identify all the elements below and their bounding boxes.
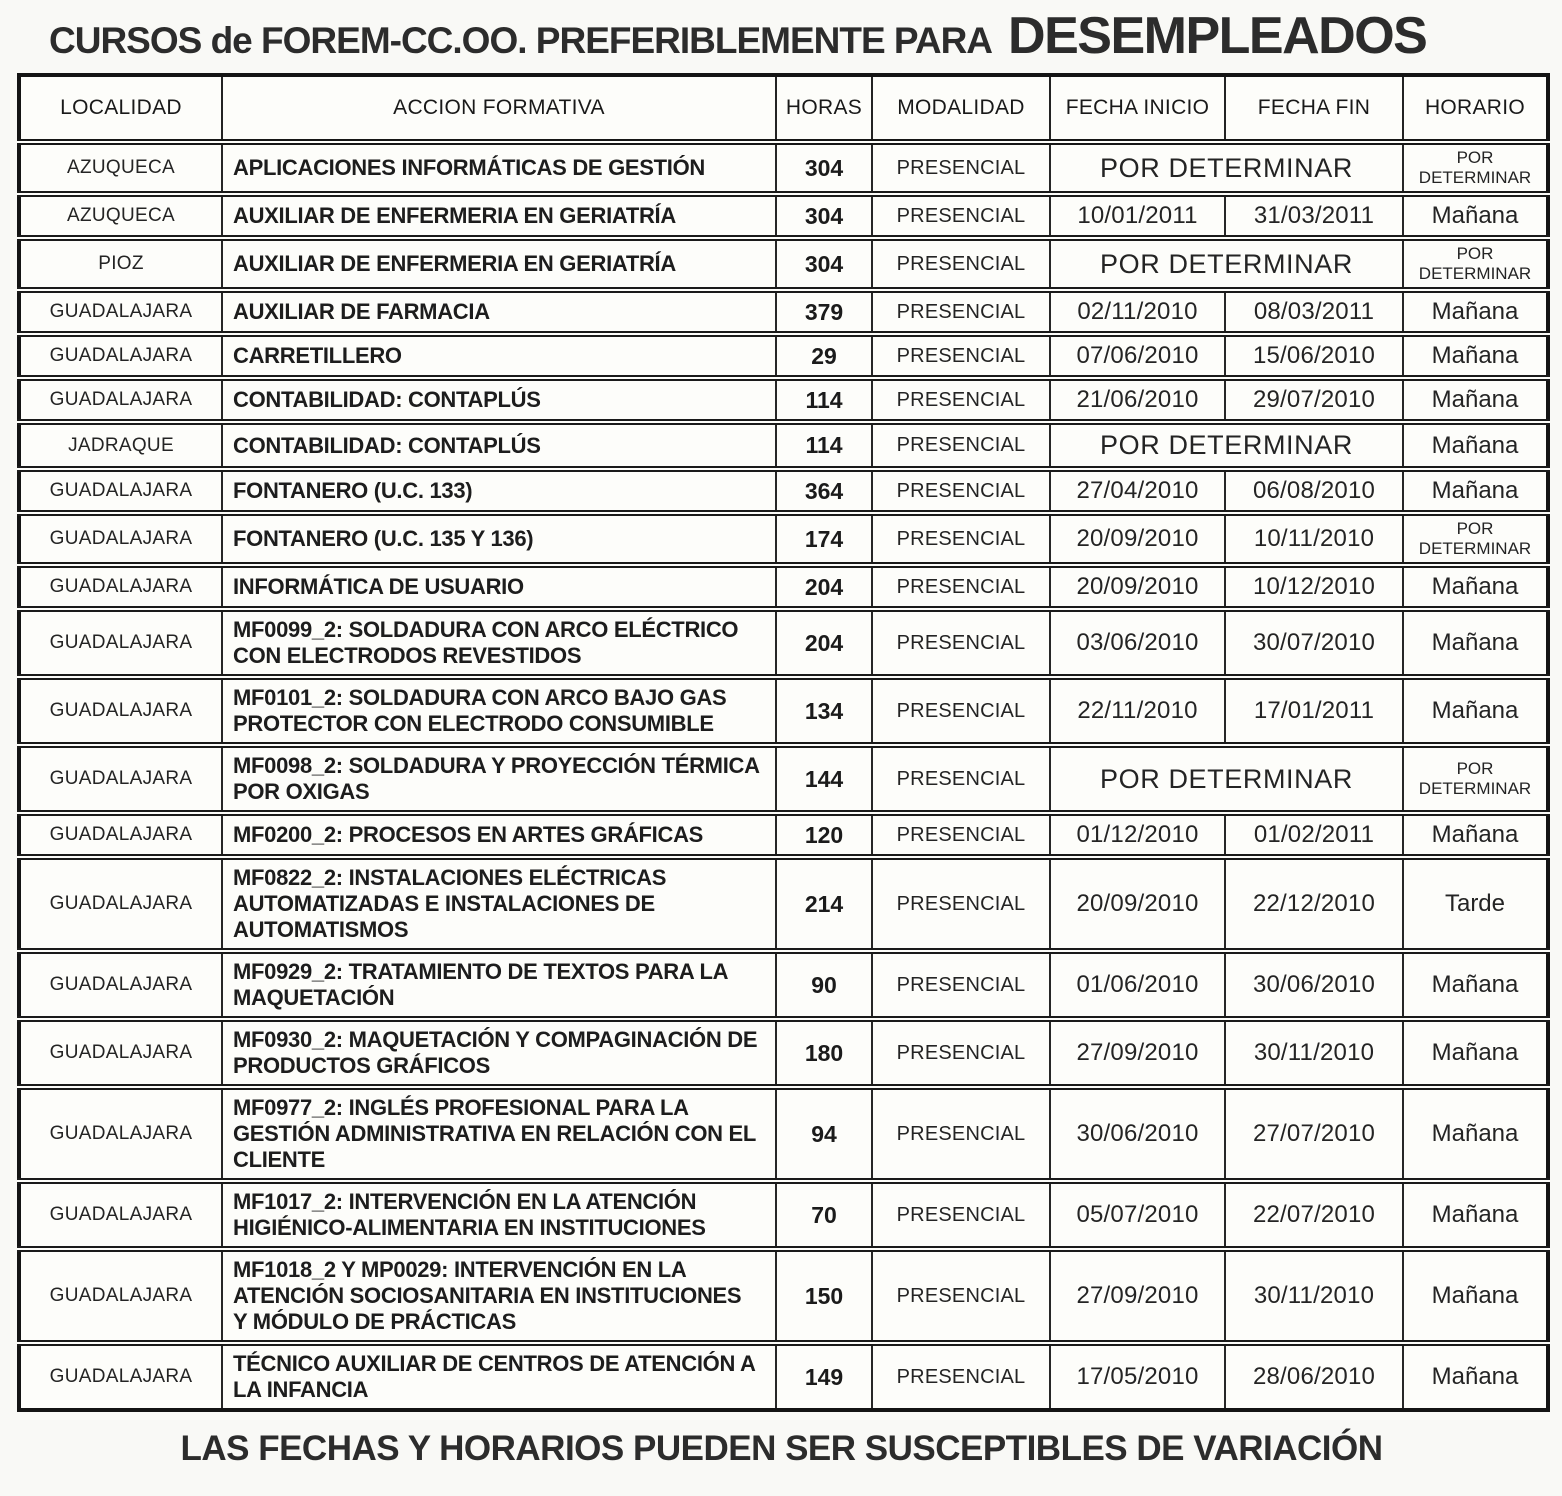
cell-modalidad: PRESENCIAL [872, 565, 1050, 609]
cell-horas: 144 [776, 745, 872, 813]
cell-accion-formativa: MF0101_2: SOLDADURA CON ARCO BAJO GAS PROTECTOR CON ELECTRODO CONSUMIBLE [222, 677, 776, 745]
table-row [19, 422, 1548, 469]
cell-horario: Mañana [1403, 1249, 1548, 1343]
cell-localidad: GUADALAJARA [19, 1249, 222, 1343]
cell-horario: Mañana [1403, 609, 1548, 677]
cell-accion-formativa: FONTANERO (U.C. 135 Y 136) [222, 513, 776, 565]
cell-horario: POR DETERMINAR [1403, 238, 1548, 290]
cell-fecha-fin: 15/06/2010 [1225, 334, 1403, 378]
col-header-horario: HORARIO [1403, 75, 1548, 142]
cell-modalidad: PRESENCIAL [872, 469, 1050, 513]
cell-fecha-inicio: 01/06/2010 [1050, 951, 1225, 1019]
table-row [19, 1087, 1548, 1181]
cell-fecha-inicio: 10/01/2011 [1050, 194, 1225, 238]
cell-horas: 304 [776, 194, 872, 238]
cell-modalidad: PRESENCIAL [872, 951, 1050, 1019]
cell-modalidad: PRESENCIAL [872, 238, 1050, 290]
cell-accion-formativa: CONTABILIDAD: CONTAPLÚS [222, 378, 776, 422]
cell-modalidad: PRESENCIAL [872, 813, 1050, 857]
cell-horas: 114 [776, 422, 872, 469]
table-row [19, 513, 1548, 565]
cell-fecha-inicio: 30/06/2010 [1050, 1087, 1225, 1181]
cell-fechas-por-determinar: POR DETERMINAR [1050, 422, 1403, 469]
cell-horario: Mañana [1403, 565, 1548, 609]
cell-accion-formativa: INFORMÁTICA DE USUARIO [222, 565, 776, 609]
cell-fecha-fin: 17/01/2011 [1225, 677, 1403, 745]
cell-horario: Mañana [1403, 1343, 1548, 1410]
cell-accion-formativa: MF0200_2: PROCESOS EN ARTES GRÁFICAS [222, 813, 776, 857]
cell-accion-formativa: MF0099_2: SOLDADURA CON ARCO ELÉCTRICO CON ELECTRODOS REVESTIDOS [222, 609, 776, 677]
cell-fechas-por-determinar: POR DETERMINAR [1050, 238, 1403, 290]
cell-accion-formativa: AUXILIAR DE ENFERMERIA EN GERIATRÍA [222, 238, 776, 290]
table-header-row [19, 75, 1548, 142]
cell-fecha-fin: 10/11/2010 [1225, 513, 1403, 565]
cell-fecha-fin: 30/11/2010 [1225, 1019, 1403, 1087]
cell-horario: Mañana [1403, 194, 1548, 238]
cell-fecha-fin: 29/07/2010 [1225, 378, 1403, 422]
cell-horario: POR DETERMINAR [1403, 142, 1548, 194]
cell-localidad: GUADALAJARA [19, 334, 222, 378]
cell-modalidad: PRESENCIAL [872, 334, 1050, 378]
cell-accion-formativa: MF0930_2: MAQUETACIÓN Y COMPAGINACIÓN DE PRODUCTOS GRÁFICOS [222, 1019, 776, 1087]
cell-localidad: GUADALAJARA [19, 1019, 222, 1087]
cell-horario: Mañana [1403, 290, 1548, 334]
document-title [17, 4, 1546, 73]
cell-modalidad: PRESENCIAL [872, 1249, 1050, 1343]
col-header-fecha-fin: FECHA FIN [1225, 75, 1403, 142]
col-header-localidad: LOCALIDAD [19, 75, 222, 142]
cell-fechas-por-determinar: POR DETERMINAR [1050, 745, 1403, 813]
cell-modalidad: PRESENCIAL [872, 142, 1050, 194]
cell-fecha-inicio: 20/09/2010 [1050, 857, 1225, 951]
cell-accion-formativa: MF0822_2: INSTALACIONES ELÉCTRICAS AUTOMATIZADAS E INSTALACIONES DE AUTOMATISMOS [222, 857, 776, 951]
cell-modalidad: PRESENCIAL [872, 677, 1050, 745]
cell-modalidad: PRESENCIAL [872, 745, 1050, 813]
col-header-modalidad: MODALIDAD [872, 75, 1050, 142]
table-row [19, 745, 1548, 813]
cell-horario: Mañana [1403, 813, 1548, 857]
table-row [19, 677, 1548, 745]
cell-localidad: GUADALAJARA [19, 290, 222, 334]
cell-fechas-por-determinar: POR DETERMINAR [1050, 142, 1403, 194]
table-row [19, 857, 1548, 951]
cell-horario: Mañana [1403, 951, 1548, 1019]
cell-fecha-inicio: 03/06/2010 [1050, 609, 1225, 677]
cell-horas: 204 [776, 609, 872, 677]
cell-localidad: AZUQUECA [19, 194, 222, 238]
cell-horas: 304 [776, 238, 872, 290]
cell-localidad: GUADALAJARA [19, 565, 222, 609]
cell-fecha-fin: 22/07/2010 [1225, 1181, 1403, 1249]
cell-accion-formativa: APLICACIONES INFORMÁTICAS DE GESTIÓN [222, 142, 776, 194]
table-row [19, 1019, 1548, 1087]
cell-accion-formativa: AUXILIAR DE FARMACIA [222, 290, 776, 334]
table-row [19, 238, 1548, 290]
cell-fecha-inicio: 02/11/2010 [1050, 290, 1225, 334]
cell-localidad: GUADALAJARA [19, 469, 222, 513]
cell-localidad: GUADALAJARA [19, 1087, 222, 1181]
cell-fecha-fin: 28/06/2010 [1225, 1343, 1403, 1410]
cell-localidad: AZUQUECA [19, 142, 222, 194]
cell-accion-formativa: MF1018_2 Y MP0029: INTERVENCIÓN EN LA ATENCIÓN SOCIOSANITARIA EN INSTITUCIONES Y MÓDULO DE PRÁCTICAS [222, 1249, 776, 1343]
cell-fecha-inicio: 27/09/2010 [1050, 1019, 1225, 1087]
cell-modalidad: PRESENCIAL [872, 609, 1050, 677]
cell-fecha-inicio: 01/12/2010 [1050, 813, 1225, 857]
cell-fecha-inicio: 27/04/2010 [1050, 469, 1225, 513]
title-main-text: CURSOS de FOREM-CC.OO. PREFERIBLEMENTE PARA [49, 20, 993, 61]
cell-horas: 174 [776, 513, 872, 565]
table-body [19, 142, 1548, 1410]
table-row [19, 194, 1548, 238]
cell-fecha-fin: 06/08/2010 [1225, 469, 1403, 513]
cell-horas: 120 [776, 813, 872, 857]
cell-horario: Tarde [1403, 857, 1548, 951]
cell-horas: 204 [776, 565, 872, 609]
table-row [19, 1181, 1548, 1249]
cell-modalidad: PRESENCIAL [872, 290, 1050, 334]
cell-fecha-fin: 08/03/2011 [1225, 290, 1403, 334]
cell-fecha-inicio: 20/09/2010 [1050, 565, 1225, 609]
cell-accion-formativa: CONTABILIDAD: CONTAPLÚS [222, 422, 776, 469]
footer-note: LAS FECHAS Y HORARIOS PUEDEN SER SUSCEPTIBLES DE VARIACIÓN [180, 1429, 1383, 1468]
cell-horas: 150 [776, 1249, 872, 1343]
cell-horas: 29 [776, 334, 872, 378]
cell-fecha-fin: 01/02/2011 [1225, 813, 1403, 857]
table-row [19, 142, 1548, 194]
cell-accion-formativa: TÉCNICO AUXILIAR DE CENTROS DE ATENCIÓN A LA INFANCIA [222, 1343, 776, 1410]
table-row [19, 1343, 1548, 1410]
cell-fecha-inicio: 07/06/2010 [1050, 334, 1225, 378]
cell-localidad: GUADALAJARA [19, 857, 222, 951]
cell-fecha-inicio: 22/11/2010 [1050, 677, 1225, 745]
cell-fecha-fin: 30/07/2010 [1225, 609, 1403, 677]
cell-horas: 134 [776, 677, 872, 745]
cell-modalidad: PRESENCIAL [872, 857, 1050, 951]
cell-localidad: JADRAQUE [19, 422, 222, 469]
cell-modalidad: PRESENCIAL [872, 422, 1050, 469]
cell-horario: Mañana [1403, 469, 1548, 513]
cell-horas: 364 [776, 469, 872, 513]
cell-accion-formativa: MF1017_2: INTERVENCIÓN EN LA ATENCIÓN HIGIÉNICO-ALIMENTARIA EN INSTITUCIONES [222, 1181, 776, 1249]
cell-horas: 180 [776, 1019, 872, 1087]
cell-fecha-inicio: 20/09/2010 [1050, 513, 1225, 565]
cell-horas: 70 [776, 1181, 872, 1249]
cell-fecha-fin: 27/07/2010 [1225, 1087, 1403, 1181]
col-header-accion: ACCION FORMATIVA [222, 75, 776, 142]
cell-horas: 90 [776, 951, 872, 1019]
cell-fecha-fin: 22/12/2010 [1225, 857, 1403, 951]
table-row [19, 951, 1548, 1019]
cell-modalidad: PRESENCIAL [872, 513, 1050, 565]
table-row [19, 378, 1548, 422]
cell-horario: POR DETERMINAR [1403, 745, 1548, 813]
cell-horario: Mañana [1403, 378, 1548, 422]
table-row [19, 469, 1548, 513]
cell-modalidad: PRESENCIAL [872, 378, 1050, 422]
cell-localidad: PIOZ [19, 238, 222, 290]
table-row [19, 813, 1548, 857]
cell-horario: Mañana [1403, 422, 1548, 469]
cell-localidad: GUADALAJARA [19, 609, 222, 677]
cell-accion-formativa: MF0929_2: TRATAMIENTO DE TEXTOS PARA LA MAQUETACIÓN [222, 951, 776, 1019]
cell-modalidad: PRESENCIAL [872, 1181, 1050, 1249]
cell-horas: 114 [776, 378, 872, 422]
table-row [19, 334, 1548, 378]
cell-modalidad: PRESENCIAL [872, 1087, 1050, 1181]
cell-accion-formativa: MF0977_2: INGLÉS PROFESIONAL PARA LA GESTIÓN ADMINISTRATIVA EN RELACIÓN CON EL CLIENTE [222, 1087, 776, 1181]
title-emphasis-text: DESEMPLEADOS [1008, 7, 1427, 65]
cell-modalidad: PRESENCIAL [872, 1343, 1050, 1410]
cell-localidad: GUADALAJARA [19, 513, 222, 565]
cell-horas: 149 [776, 1343, 872, 1410]
courses-table [17, 73, 1550, 1412]
cell-localidad: GUADALAJARA [19, 1181, 222, 1249]
cell-fecha-inicio: 21/06/2010 [1050, 378, 1225, 422]
col-header-horas: HORAS [776, 75, 872, 142]
cell-horas: 94 [776, 1087, 872, 1181]
cell-accion-formativa: AUXILIAR DE ENFERMERIA EN GERIATRÍA [222, 194, 776, 238]
cell-modalidad: PRESENCIAL [872, 194, 1050, 238]
table-row [19, 609, 1548, 677]
cell-accion-formativa: FONTANERO (U.C. 133) [222, 469, 776, 513]
cell-localidad: GUADALAJARA [19, 813, 222, 857]
table-row [19, 1249, 1548, 1343]
cell-accion-formativa: CARRETILLERO [222, 334, 776, 378]
cell-horario: Mañana [1403, 1181, 1548, 1249]
cell-localidad: GUADALAJARA [19, 1343, 222, 1410]
cell-fecha-fin: 30/06/2010 [1225, 951, 1403, 1019]
cell-fecha-fin: 10/12/2010 [1225, 565, 1403, 609]
col-header-fecha-inicio: FECHA INICIO [1050, 75, 1225, 142]
cell-localidad: GUADALAJARA [19, 745, 222, 813]
table-row [19, 290, 1548, 334]
cell-horario: Mañana [1403, 334, 1548, 378]
cell-fecha-inicio: 17/05/2010 [1050, 1343, 1225, 1410]
cell-horas: 304 [776, 142, 872, 194]
cell-horario: Mañana [1403, 677, 1548, 745]
cell-horario: POR DETERMINAR [1403, 513, 1548, 565]
cell-fecha-inicio: 27/09/2010 [1050, 1249, 1225, 1343]
cell-accion-formativa: MF0098_2: SOLDADURA Y PROYECCIÓN TÉRMICA POR OXIGAS [222, 745, 776, 813]
table-row [19, 565, 1548, 609]
cell-horas: 214 [776, 857, 872, 951]
cell-fecha-fin: 30/11/2010 [1225, 1249, 1403, 1343]
cell-localidad: GUADALAJARA [19, 378, 222, 422]
cell-horas: 379 [776, 290, 872, 334]
cell-horario: Mañana [1403, 1087, 1548, 1181]
cell-modalidad: PRESENCIAL [872, 1019, 1050, 1087]
cell-localidad: GUADALAJARA [19, 677, 222, 745]
cell-localidad: GUADALAJARA [19, 951, 222, 1019]
cell-fecha-fin: 31/03/2011 [1225, 194, 1403, 238]
cell-fecha-inicio: 05/07/2010 [1050, 1181, 1225, 1249]
cell-horario: Mañana [1403, 1019, 1548, 1087]
